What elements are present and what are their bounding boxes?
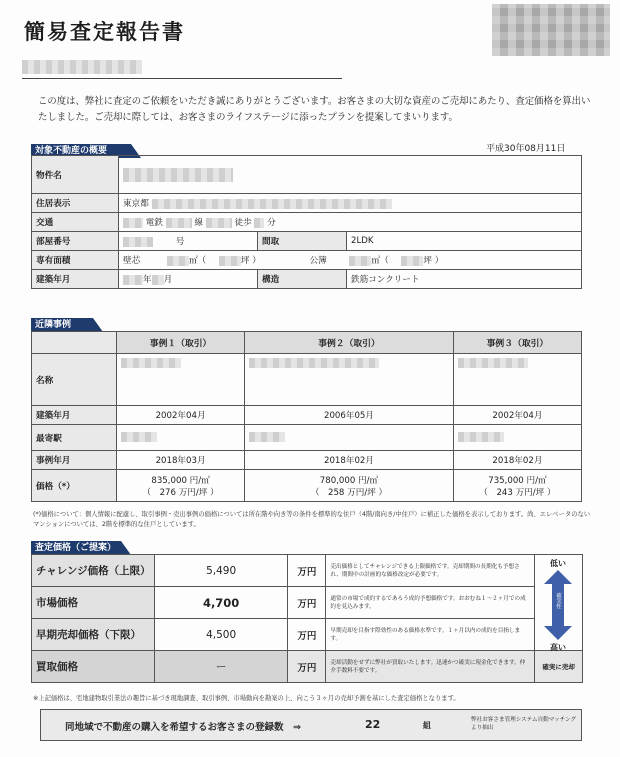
redacted-area-public <box>349 256 371 266</box>
redacted-tsubo-wall <box>219 256 241 266</box>
label-case-station: 最寄駅 <box>32 425 117 451</box>
label-case-date: 事例年月 <box>32 451 117 470</box>
section-tab-property: 対象不動産の概要 <box>31 144 131 158</box>
case-2-price-tsubo: （ 258 万円/坪 ） <box>310 487 388 498</box>
buyer-registration-count: 22 <box>365 718 381 731</box>
case-3-built: 2002年04月 <box>453 406 581 425</box>
section-tab-assessment: 査定価格（ご提案） <box>31 541 121 555</box>
structure-value: 鉄筋コンクリート <box>347 270 582 289</box>
area-unit2-public: 坪 ） <box>423 256 444 266</box>
label-room: 部屋番号 <box>32 232 119 251</box>
buyer-registration-box <box>40 709 582 741</box>
redacted-station <box>206 218 232 228</box>
redacted-address <box>152 199 392 209</box>
challenge-price-unit: 万円 <box>288 555 326 587</box>
case-3-price <box>453 470 581 502</box>
buyer-registration-text: 同地域で不動産の購入を希望するお客さまの登録数 ⇒ <box>65 722 301 733</box>
area-unit2-wall: 坪 ） <box>240 256 261 266</box>
case-1-built: 2002年04月 <box>117 406 245 425</box>
buyout-price-unit: 万円 <box>288 651 326 683</box>
transport-text-2: 線 <box>194 218 204 228</box>
redacted-case-3-name <box>458 358 528 368</box>
redacted-case-2-name <box>249 358 379 368</box>
early-price-desc: 早期売却を目指す際効性のある価格水準です。１ヶ月以内の成約を目指します。 <box>326 619 535 651</box>
assessment-table <box>31 554 583 683</box>
intro-text: この度は、弊社に査定のご依頼をいただき誠にありがとうございます。お客さまの大切な資産のご売却にあたり、査定価格を算出いたしました。ご売却に際しては、お客さまのライフステージに添ったプランを提案してまいります。 <box>38 96 591 123</box>
transport-text-4: 分 <box>267 218 276 228</box>
label-market-price: 市場価格 <box>32 587 155 619</box>
area-public-label: 公簿 <box>309 256 327 266</box>
redacted-area-wall <box>167 256 189 266</box>
market-price-desc: 通常の市場で成約するであろう成約予想価格です。おおむね１～２ヶ月での成約を見込みます。 <box>326 587 535 619</box>
case-3-header: 事例３（取引） <box>453 332 581 354</box>
arrow-top-label: 低い <box>550 559 566 568</box>
property-table <box>31 155 582 289</box>
case-3-date: 2018年02月 <box>453 451 581 470</box>
redacted-railway <box>123 218 143 228</box>
label-address: 住居表示 <box>32 194 119 213</box>
case-3-price-tsubo: （ 243 万円/坪 ） <box>479 487 556 498</box>
label-buyout-price: 買取価格 <box>32 651 155 683</box>
built-month-unit: 月 <box>163 275 173 285</box>
market-price-unit: 万円 <box>288 587 326 619</box>
challenge-price-desc: 売出価格としてチャレンジできる上限価格です。売却期間の長期化も予想され、期間中の計画的な価格改定が必要です。 <box>326 555 535 587</box>
redacted-logo <box>492 4 610 56</box>
label-layout: 間取 <box>258 232 347 251</box>
challenge-price-value: 5,490 <box>155 555 288 587</box>
redacted-built-year <box>123 275 143 285</box>
redacted-room <box>123 237 153 247</box>
assessment-note: ※上記価格は、宅地建物取引業法の趣旨に基づき現地調査、取引事例、市場動向を勘案の上、向こう３ヶ月の売却予測を基にした査定価格となります。 <box>33 695 460 702</box>
case-2-header: 事例２（取引） <box>245 332 454 354</box>
label-transport: 交通 <box>32 213 119 232</box>
transport-text-3: 徒歩 <box>234 218 252 228</box>
case-2-price-sqm: 780,000 円/㎡ <box>319 475 379 486</box>
label-name: 物件名 <box>32 156 119 194</box>
buyout-price-desc: 売却活動をせずに弊社が買取いたします。迅速かつ確実に現金化できます。仲介手数料不要です。 <box>326 651 535 683</box>
layout-value: 2LDK <box>347 232 582 251</box>
label-case-name: 名称 <box>32 354 117 406</box>
redacted-case-3-station <box>458 432 504 442</box>
redacted-client-name <box>22 60 142 74</box>
label-built: 建築年月 <box>32 270 119 289</box>
label-area: 専有面積 <box>32 251 119 270</box>
redacted-case-2-station <box>249 432 285 442</box>
case-1-price <box>117 470 245 502</box>
report-title: 簡易査定報告書 <box>24 20 185 44</box>
area-wall-label: 壁芯 <box>123 256 141 266</box>
redacted-line <box>166 218 192 228</box>
case-1-header: 事例１（取引） <box>117 332 245 354</box>
built-year-unit: 年 <box>143 275 152 285</box>
case-1-price-sqm: 835,000 円/㎡ <box>151 475 210 486</box>
arrow-mid-label: 確実性 <box>555 592 561 610</box>
arrow-bottom-label: 高い <box>550 643 566 652</box>
report-date: 平成30年08月11日 <box>486 144 566 154</box>
section-tab-cases: 近隣事例 <box>31 318 93 332</box>
label-challenge-price: チャレンジ価格（上限） <box>32 555 155 587</box>
redacted-built-month <box>152 275 164 285</box>
redacted-minutes <box>254 218 264 228</box>
redacted-case-1-name <box>121 358 181 368</box>
market-price-value: 4,700 <box>155 587 288 619</box>
case-3-price-sqm: 735,000 円/㎡ <box>488 475 547 486</box>
label-case-built: 建築年月 <box>32 406 117 425</box>
room-suffix: 号 <box>175 237 185 247</box>
early-price-value: 4,500 <box>155 619 288 651</box>
case-2-price <box>245 470 454 502</box>
area-unit-wall: ㎡（ <box>188 256 207 266</box>
address-prefix: 東京都 <box>123 199 149 209</box>
case-2-built: 2006年05月 <box>245 406 454 425</box>
case-1-price-tsubo: （ 276 万円/坪 ） <box>142 487 219 498</box>
double-arrow-icon <box>536 556 580 652</box>
buyout-price-value: ー <box>155 651 288 683</box>
certainty-arrow <box>536 556 580 652</box>
case-1-date: 2018年03月 <box>117 451 245 470</box>
early-price-unit: 万円 <box>288 619 326 651</box>
title-underline <box>22 78 342 79</box>
area-unit-public: ㎡（ <box>371 256 389 266</box>
price-note: (*)価格について：個人情報に配慮し、取引事例・売出事例の価格については所在階や向き等の条件を標準的な住戸（4階/南向き/中住戸）に補正した価格を表示しております。尚、エレベータのないマンションについては、2階を標準的な住戸としています。 <box>33 511 591 528</box>
buyer-registration-unit: 組 <box>423 721 431 730</box>
transport-text-1: 電鉄 <box>145 218 163 228</box>
case-2-date: 2018年02月 <box>245 451 454 470</box>
cases-table <box>31 331 582 502</box>
label-case-price: 価格（*） <box>32 470 117 502</box>
buyer-registration-source: 弊社お客さま管理システム自動マッチングより抽出 <box>471 717 577 731</box>
label-early-price: 早期売却価格（下限） <box>32 619 155 651</box>
redacted-tsubo-public <box>401 256 423 266</box>
redacted-property-name <box>123 168 233 182</box>
label-structure: 構造 <box>258 270 347 289</box>
buyout-tag: 確実に売却 <box>535 651 583 683</box>
redacted-case-1-station <box>121 432 157 442</box>
